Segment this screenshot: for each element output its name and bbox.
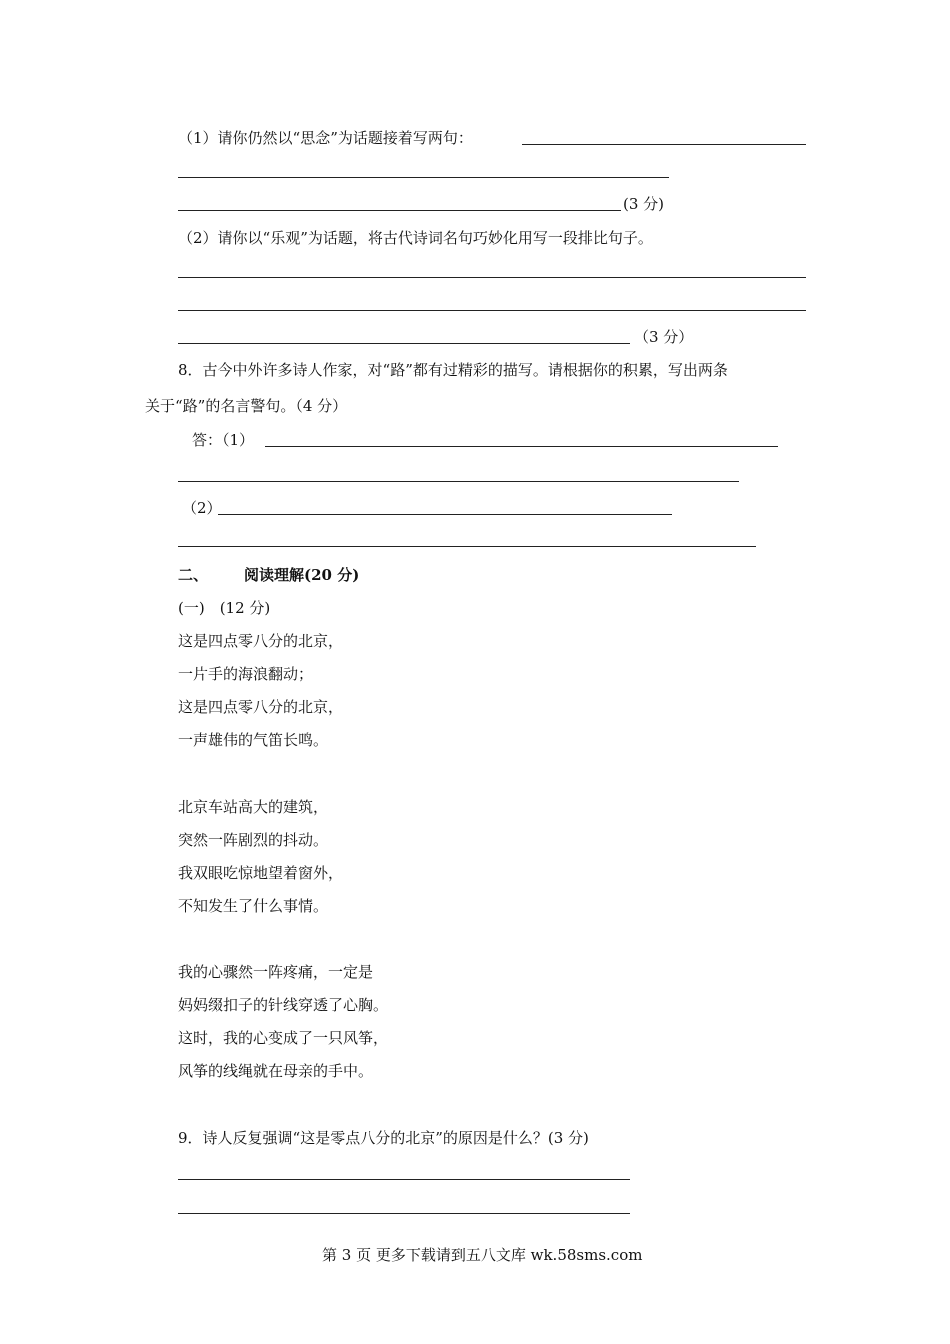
answer-line[interactable] [178,1213,630,1214]
poem-line: 我双眼吃惊地望着窗外， [178,864,344,882]
poem-line: 这是四点零八分的北京， [178,632,344,650]
answer-line[interactable] [178,546,756,547]
poem-line: 一片手的海浪翻动； [178,665,314,683]
q8-line2: 关于“路”的名言警句。（4 分） [145,397,348,415]
answer-line[interactable] [178,343,630,344]
poem-line: 妈妈缀扣子的针线穿透了心胸。 [178,996,389,1014]
answer-line[interactable] [218,514,672,515]
poem-line: 这时，我的心变成了一只风筝， [178,1029,389,1047]
poem-line: 突然一阵剧烈的抖动。 [178,831,329,849]
q8-line1: 8．古今中外许多诗人作家，对“路”都有过精彩的描写。请根据你的积累，写出两条 [178,361,728,379]
poem-line: 我的心骤然一阵疼痛，一定是 [178,963,374,981]
poem-line: 不知发生了什么事情。 [178,897,329,915]
q7-sub2-score: （3 分） [634,328,694,346]
q8-answer2-label: （2） [182,499,222,517]
poem-line: 北京车站高大的建筑， [178,798,329,816]
part-label: (一) (12 分) [178,599,271,617]
answer-line[interactable] [178,1179,630,1180]
q7-sub1-score: (3 分) [623,195,665,213]
section-title: 阅读理解(20 分) [244,566,360,584]
answer-line[interactable] [265,446,778,447]
answer-line[interactable] [178,177,669,178]
answer-line[interactable] [178,481,739,482]
answer-line[interactable] [522,144,806,145]
answer-line[interactable] [178,277,806,278]
poem-line: 这是四点零八分的北京， [178,698,344,716]
q9-prompt: 9．诗人反复强调“这是零点八分的北京”的原因是什么？(3 分) [178,1129,589,1147]
section-number: 二、 [178,566,209,584]
poem-line: 风筝的线绳就在母亲的手中。 [178,1062,374,1080]
q7-sub1-prompt: （1）请你仍然以“思念”为话题接着写两句： [178,129,473,147]
answer-line[interactable] [178,210,621,211]
page-footer: 第 3 页 更多下载请到五八文库 wk.58sms.com [322,1246,643,1264]
answer-line[interactable] [178,310,806,311]
poem-line: 一声雄伟的气笛长鸣。 [178,731,329,749]
q8-answer1-label: 答：（1） [192,431,255,449]
q7-sub2-prompt: （2）请你以“乐观”为话题，将古代诗词名句巧妙化用写一段排比句子。 [178,229,653,247]
